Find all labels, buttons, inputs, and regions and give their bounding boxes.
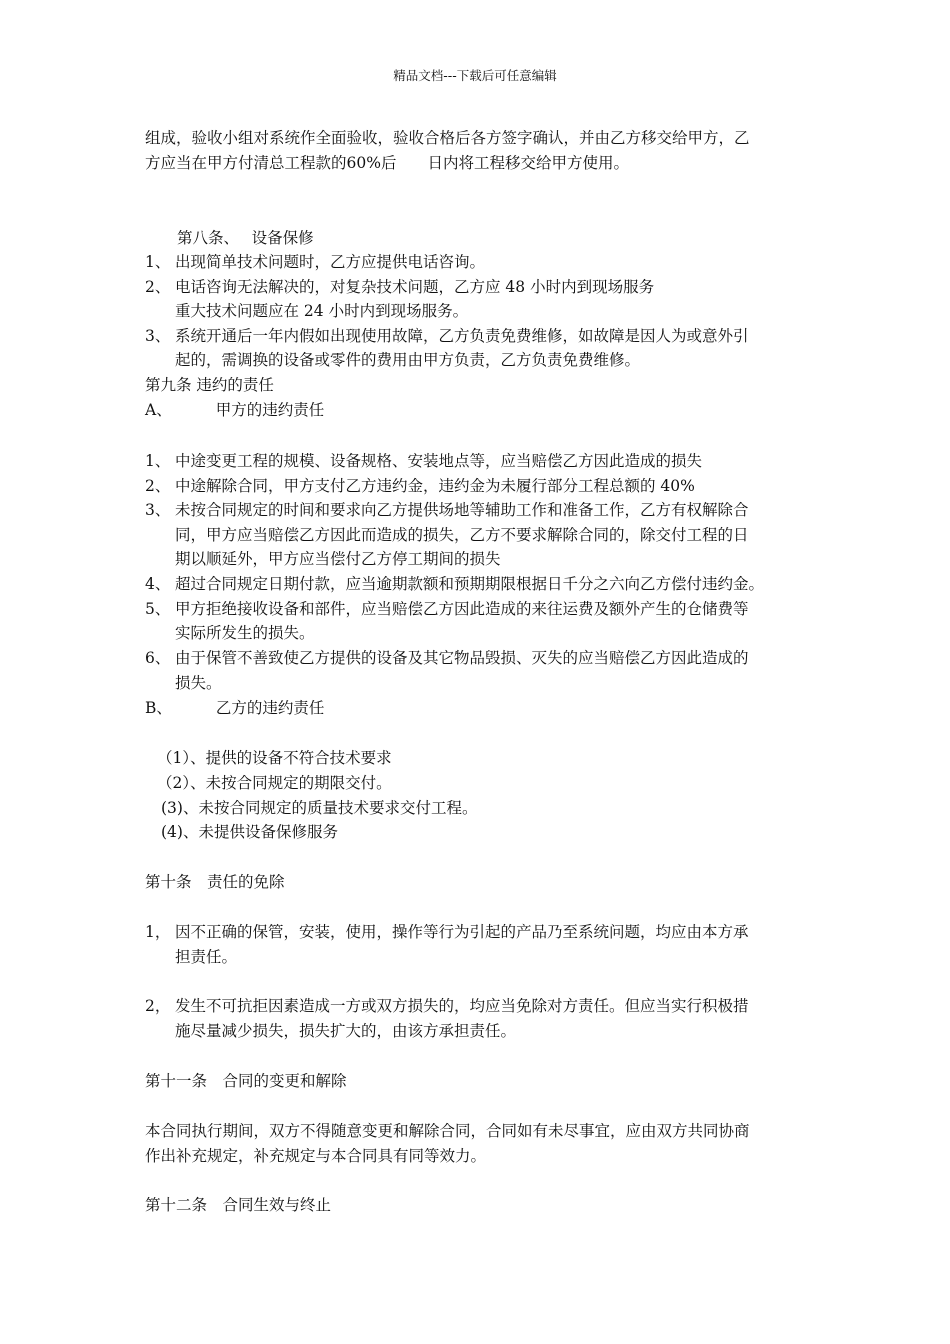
page-header: 精品文档---下载后可任意编辑 <box>393 68 557 83</box>
item-text: 未按合同规定的时间和要求向乙方提供场地等辅助工作和准备工作，乙方有权解除合 <box>175 501 749 519</box>
article-9-title: 第九条 违约的责任 <box>145 376 274 394</box>
item-number: 2， <box>145 997 171 1015</box>
list-item <box>145 326 749 346</box>
section-a-title <box>145 400 324 420</box>
item-text: 系统开通后一年内假如出现使用故障，乙方负责免费维修，如故障是因人为或意外引 <box>175 327 749 345</box>
item-text: 电话咨询无法解决的，对复杂技术问题，乙方应 48 小时内到现场服务 <box>175 278 655 296</box>
list-item: 同，甲方应当赔偿乙方因此而造成的损失，乙方不要求解除合同的，除交付工程的日 <box>175 526 749 544</box>
list-item: (4)、未提供设备保修服务 <box>161 823 338 841</box>
list-item: 重大技术问题应在 24 小时内到现场服务。 <box>175 302 469 320</box>
item-text: 超过合同规定日期付款，应当逾期款额和预期期限根据日千分之六向乙方偿付违约金。 <box>175 575 765 593</box>
item-number: 2、 <box>145 278 171 296</box>
list-item: 实际所发生的损失。 <box>175 624 315 642</box>
list-item <box>145 648 749 668</box>
item-number: 2、 <box>145 477 171 495</box>
article-11-title: 第十一条 合同的变更和解除 <box>145 1072 347 1090</box>
item-number: 5、 <box>145 600 171 618</box>
list-item <box>145 922 749 942</box>
item-text: 因不正确的保管，安装，使用，操作等行为引起的产品乃至系统问题，均应由本方承 <box>175 923 749 941</box>
item-number: 3、 <box>145 327 171 345</box>
list-item: （2）、未按合同规定的期限交付。 <box>157 774 392 792</box>
article-8-title: 第八条、 设备保修 <box>177 229 314 247</box>
item-number: 6、 <box>145 649 171 667</box>
item-text: 出现简单技术问题时，乙方应提供电话咨询。 <box>175 253 486 271</box>
item-text: 中途变更工程的规模、设备规格、安装地点等，应当赔偿乙方因此造成的损失 <box>175 452 703 470</box>
list-item <box>145 599 749 619</box>
paragraph-line: 本合同执行期间，双方不得随意变更和解除合同，合同如有未尽事宜，应由双方共同协商 <box>145 1122 750 1140</box>
list-item: 起的，需调换的设备或零件的费用由甲方负责，乙方负责免费维修。 <box>175 351 641 369</box>
article-12-title: 第十二条 合同生效与终止 <box>145 1196 332 1214</box>
item-text: 由于保管不善致使乙方提供的设备及其它物品毁损、灭失的应当赔偿乙方因此造成的 <box>175 649 749 667</box>
item-number: 1、 <box>145 452 171 470</box>
article-10-title: 第十条 责任的免除 <box>145 873 285 891</box>
list-item: 期以顺延外，甲方应当偿付乙方停工期间的损失 <box>175 550 501 568</box>
paragraph-line: 作出补充规定，补充规定与本合同具有同等效力。 <box>145 1147 487 1165</box>
section-label: B、 <box>145 699 172 717</box>
list-item: 损失。 <box>175 674 222 692</box>
item-number: 3、 <box>145 501 171 519</box>
list-item <box>145 996 749 1016</box>
list-item <box>145 451 702 471</box>
item-number: 1， <box>145 923 171 941</box>
list-item <box>145 574 764 594</box>
item-text: 中途解除合同，甲方支付乙方违约金，违约金为未履行部分工程总额的 40% <box>175 477 695 495</box>
list-item <box>145 500 749 520</box>
section-title: 甲方的违约责任 <box>215 401 325 419</box>
section-label: A、 <box>145 401 172 419</box>
list-item <box>145 277 654 297</box>
item-number: 1、 <box>145 253 171 271</box>
section-b-title <box>145 698 324 718</box>
intro-line: 方应当在甲方付清总工程款的60%后 日内将工程移交给甲方使用。 <box>145 154 629 172</box>
item-number: 4、 <box>145 575 171 593</box>
section-title: 乙方的违约责任 <box>215 699 325 717</box>
list-item: (3)、未按合同规定的质量技术要求交付工程。 <box>161 799 478 817</box>
list-item: 担责任。 <box>175 948 238 966</box>
list-item: 施尽量减少损失，损失扩大的，由该方承担责任。 <box>175 1022 517 1040</box>
list-item: （1）、提供的设备不符合技术要求 <box>157 749 392 767</box>
list-item <box>145 252 485 272</box>
list-item <box>145 476 695 496</box>
item-text: 发生不可抗拒因素造成一方或双方损失的，均应当免除对方责任。但应当实行积极措 <box>175 997 749 1015</box>
intro-line: 组成，验收小组对系统作全面验收，验收合格后各方签字确认，并由乙方移交给甲方，乙 <box>145 129 750 147</box>
item-text: 甲方拒绝接收设备和部件，应当赔偿乙方因此造成的来往运费及额外产生的仓储费等 <box>175 600 749 618</box>
